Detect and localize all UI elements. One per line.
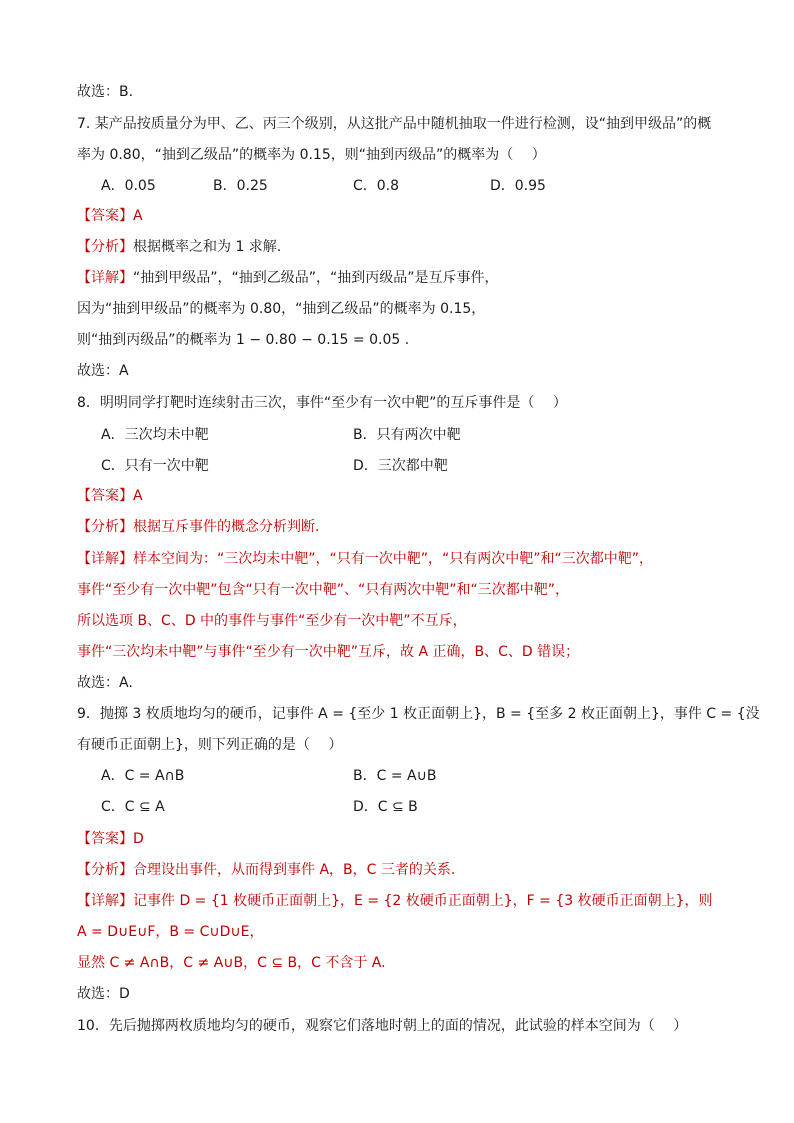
q9-detail-3: 显然 C ≠ A∩B，C ≠ A∪B，C ⊆ B，C 不含于 A.: [77, 955, 386, 971]
q8-selection: 故选：A.: [77, 675, 133, 691]
q9-stem-line2: 有硬币正面朝上}，则下列正确的是（ ）: [77, 737, 343, 753]
q9-selection: 故选：D: [77, 986, 130, 1002]
q8-detail-2: 事件“至少有一次中靶”包含“只有一次中靶”、“只有两次中靶”和“三次都中靶”，: [77, 582, 570, 598]
q7-stem-line2: 率为 0.80，“抽到乙级品”的概率为 0.15，则“抽到丙级品”的概率为（ ）: [77, 147, 546, 163]
q7-answer: [77, 206, 734, 226]
q7-detail-2: 因为“抽到甲级品”的概率为 0.80，“抽到乙级品”的概率为 0.15，: [77, 301, 486, 317]
q8-detail-4: 事件“三次均未中靶”与事件“至少有一次中靶”互斥，故 A 正确，B、C、D 错误；: [77, 644, 580, 660]
detail-tag: 【详解】: [77, 551, 133, 567]
q8-option-c: C．只有一次中靶: [101, 458, 209, 474]
answer-tag: 【答案】: [77, 831, 133, 847]
answer-value: A: [133, 488, 143, 504]
q9-option-d: D．C ⊆ B: [353, 799, 418, 815]
q7-option-d: D．0.95: [490, 178, 546, 194]
analysis-text: 合理设出事件，从而得到事件 A，B，C 三者的关系.: [133, 862, 456, 878]
answer-value: D: [133, 831, 144, 847]
q9-detail-2: A = D∪E∪F，B = C∪D∪E，: [77, 924, 264, 940]
detail-text: “抽到甲级品”，“抽到乙级品”，“抽到丙级品”是互斥事件，: [133, 270, 499, 286]
q7-detail-1: [77, 268, 734, 288]
analysis-tag: 【分析】: [77, 239, 133, 255]
analysis-text: 根据概率之和为 1 求解.: [133, 239, 282, 255]
analysis-text: 根据互斥事件的概念分析判断.: [133, 519, 320, 535]
q9-detail-1: [77, 891, 734, 911]
q6-selection: 故选：B.: [77, 84, 134, 100]
q7-analysis: [77, 237, 734, 257]
q8-stem: 8．明明同学打靶时连续射击三次，事件“至少有一次中靶”的互斥事件是（ ）: [77, 395, 567, 411]
analysis-tag: 【分析】: [77, 862, 133, 878]
q8-option-b: B．只有两次中靶: [353, 427, 461, 443]
detail-text: 记事件 D = {1 枚硬币正面朝上}，E = {2 枚硬币正面朝上}，F = {3 枚硬币正面朝上}，则: [133, 893, 713, 909]
detail-tag: 【详解】: [77, 270, 133, 286]
q7-option-a: A．0.05: [101, 178, 156, 194]
detail-tag: 【详解】: [77, 893, 133, 909]
q8-option-d: D．三次都中靶: [353, 458, 448, 474]
q7-detail-3: 则“抽到丙级品”的概率为 1 − 0.80 − 0.15 = 0.05 .: [77, 332, 410, 348]
q8-answer: [77, 486, 734, 506]
answer-tag: 【答案】: [77, 488, 133, 504]
q7-option-b: B．0.25: [213, 178, 268, 194]
detail-text: 样本空间为：“三次均未中靶”，“只有一次中靶”，“只有两次中靶”和“三次都中靶”，: [133, 551, 654, 567]
q8-option-a: A．三次均未中靶: [101, 427, 209, 443]
q8-detail-3: 所以选项 B、C、D 中的事件与事件“至少有一次中靶”不互斥，: [77, 613, 467, 629]
analysis-tag: 【分析】: [77, 519, 133, 535]
q7-selection: 故选：A: [77, 363, 129, 379]
q9-option-a: A．C = A∩B: [101, 768, 185, 784]
answer-tag: 【答案】: [77, 208, 133, 224]
answer-value: A: [133, 208, 143, 224]
q8-analysis: [77, 517, 734, 537]
q9-analysis: [77, 860, 734, 880]
q9-stem-line1: 9．抛掷 3 枚质地均匀的硬币，记事件 A = {至少 1 枚正面朝上}，B = {至多 2 枚正面朝上}，事件 C = {没: [77, 706, 760, 722]
q7-option-c: C．0.8: [353, 178, 400, 194]
q8-detail-1: [77, 549, 734, 569]
q10-stem: 10．先后抛掷两枚质地均匀的硬币，观察它们落地时朝上的面的情况，此试验的样本空间为（ ）: [77, 1018, 688, 1034]
q9-option-b: B．C = A∪B: [353, 768, 437, 784]
q9-option-c: C．C ⊆ A: [101, 799, 165, 815]
q9-answer: [77, 829, 734, 849]
q7-stem-line1: 7. 某产品按质量分为甲、乙、丙三个级别，从这批产品中随机抽取一件进行检测，设“抽到甲级品”的概: [77, 116, 712, 132]
